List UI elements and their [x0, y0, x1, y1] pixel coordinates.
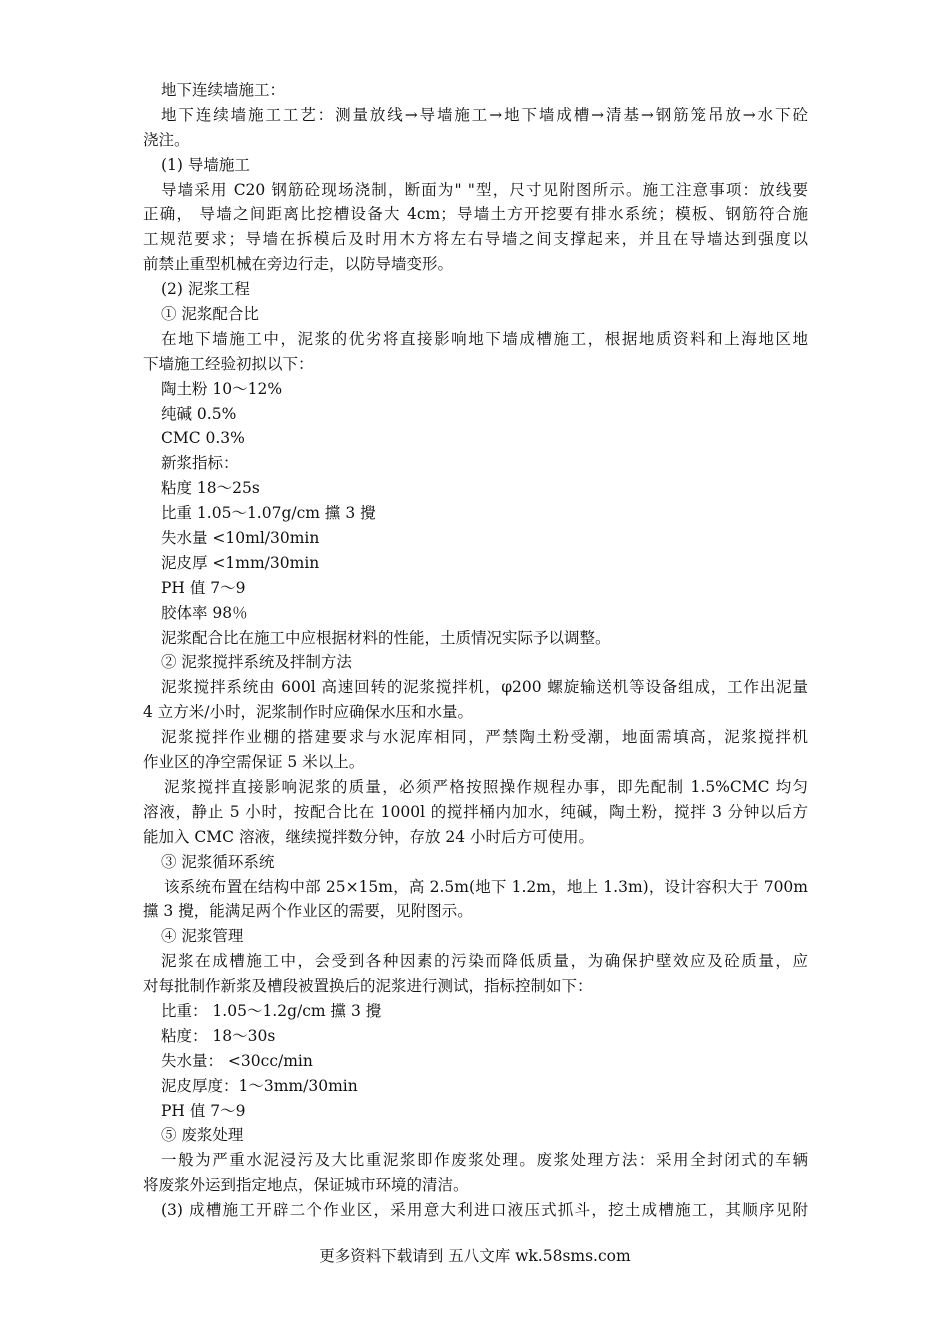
paragraph-line: 前禁止重型机械在旁边行走，以防导墙变形。 — [143, 255, 454, 274]
paragraph-line: 泥浆在成槽施工中，会受到各种因素的污染而降低质量，为确保护壁效应及砼质量，应 — [161, 952, 808, 971]
spec-line: CMC 0.3% — [161, 429, 245, 448]
page-footer: 更多资料下载请到 五八文库 wk.58sms.com — [319, 1247, 631, 1265]
paragraph-line: 浇注。 — [143, 130, 190, 149]
item-heading: ③ 泥浆循环系统 — [161, 852, 275, 871]
subsection-heading: (1) 导墙施工 — [161, 155, 250, 174]
spec-line: 失水量： <30cc/min — [161, 1051, 313, 1070]
paragraph-line: 对每批制作新浆及槽段被置换后的泥浆进行测试，指标控制如下： — [143, 977, 593, 996]
spec-line: 新浆指标： — [161, 454, 239, 473]
spec-line: 陶土粉 10～12% — [161, 379, 283, 398]
spec-line: 粘度 18～25s — [161, 479, 260, 498]
spec-line: PH 值 7～9 — [161, 1101, 246, 1120]
paragraph-line: 正确， 导墙之间距离比挖槽设备大 4cm；导墙土方开挖要有排水系统；模板、钢筋符合施 — [143, 205, 808, 224]
paragraph-line: 溶液，静止 5 小时，按配合比在 1000l 的搅拌桶内加水，纯碱，陶土粉，搅拌 3 分钟以后方 — [143, 802, 808, 821]
spec-line: 泥皮厚度：1～3mm/30min — [161, 1076, 358, 1095]
spec-line: 胶体率 98％ — [161, 603, 248, 622]
paragraph-line: 能加入 CMC 溶液，继续搅拌数分钟，存放 24 小时后方可使用。 — [143, 827, 595, 846]
paragraph-line: 地下连续墙施工工艺：测量放线→导墙施工→地下墙成槽→清基→钢筋笼吊放→水下砼 — [161, 105, 808, 124]
paragraph-line: 下墙施工经验初拟以下： — [143, 354, 314, 373]
paragraph-line: 泥浆搅拌直接影响泥浆的质量，必须严格按照操作规程办事，即先配制 1.5%CMC 均匀 — [164, 777, 808, 796]
paragraph-line: 作业区的净空需保证 5 米以上。 — [143, 753, 365, 772]
subsection-heading: (2) 泥浆工程 — [161, 280, 250, 299]
paragraph-line: 泥浆搅拌作业棚的搭建要求与水泥库相同，严禁陶土粉受潮，地面需填高，泥浆搅拌机 — [161, 728, 808, 747]
paragraph-line: 一般为严重水泥浸污及大比重泥浆即作废浆处理。废浆处理方法：采用全封闭式的车辆 — [161, 1151, 808, 1170]
spec-line: PH 值 7～9 — [161, 578, 246, 597]
spec-line: 比重： 1.05～1.2g/cm 攩 3 攪 — [161, 1001, 382, 1020]
paragraph-line: 泥浆搅拌系统由 600l 高速回转的泥浆搅拌机，φ200 螺旋输送机等设备组成，工作出泥量 — [161, 678, 808, 697]
paragraph-line: 该系统布置在结构中部 25×15m，高 2.5m(地下 1.2m，地上 1.3m)，设计容积大于 700m — [164, 877, 808, 896]
paragraph-line: (3) 成槽施工开辟二个作业区，采用意大利进口液压式抓斗，挖土成槽施工，其顺序见附 — [161, 1201, 808, 1220]
section-heading: 地下连续墙施工： — [161, 81, 286, 99]
paragraph-line: 泥浆配合比在施工中应根据材料的性能，土质情况实际予以调整。 — [161, 628, 611, 647]
item-heading: ② 泥浆搅拌系统及拌制方法 — [161, 653, 352, 672]
paragraph-line: 4 立方米/小时，泥浆制作时应确保水压和水量。 — [143, 703, 474, 722]
item-heading: ④ 泥浆管理 — [161, 927, 244, 946]
paragraph-line: 工规范要求；导墙在拆模后及时用木方将左右导墙之间支撑起来，并且在导墙达到强度以 — [143, 230, 808, 249]
item-heading: ① 泥浆配合比 — [161, 305, 259, 324]
spec-line: 失水量 <10ml/30min — [161, 529, 320, 548]
paragraph-line: 攩 3 攪，能满足两个作业区的需要，见附图示。 — [143, 902, 473, 921]
spec-line: 粘度： 18～30s — [161, 1026, 276, 1045]
spec-line: 比重 1.05～1.07g/cm 攩 3 攪 — [161, 504, 376, 523]
paragraph-line: 在地下墙施工中，泥浆的优劣将直接影响地下墙成槽施工，根据地质资料和上海地区地 — [161, 329, 808, 348]
document-body — [143, 78, 808, 1223]
spec-line: 泥皮厚 <1mm/30min — [161, 553, 320, 572]
item-heading: ⑤ 废浆处理 — [161, 1126, 244, 1145]
paragraph-line: 将废浆外运到指定地点，保证城市环境的清洁。 — [143, 1176, 469, 1195]
paragraph-line: 导墙采用 C20 钢筋砼现场浇制，断面为" "型，尺寸见附图所示。施工注意事项：放线要 — [161, 180, 808, 199]
spec-line: 纯碱 0.5% — [161, 404, 237, 423]
